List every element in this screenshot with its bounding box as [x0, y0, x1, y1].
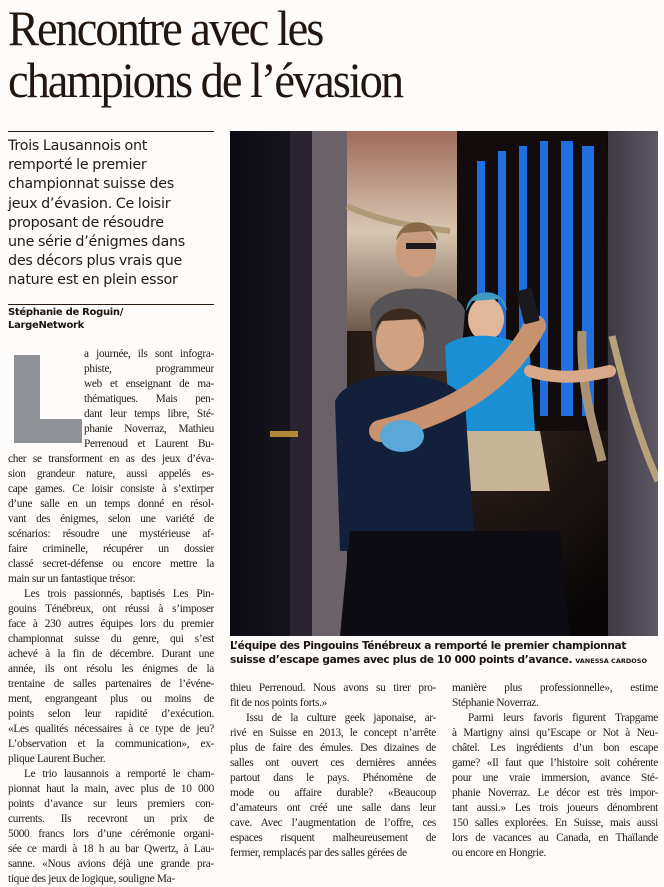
article-line: scénarios: résoudre une mystérieuse af- — [8, 528, 214, 540]
article-line: plus de faire des émules. Des dizaines de — [230, 742, 436, 754]
article-line: sée ce mardi à 18 h au bar Qwertz, à Lau- — [8, 843, 214, 855]
photo-escape-room-selfie — [230, 131, 658, 636]
article-line: lors de vacances au Canada, en Thaïlande — [452, 832, 658, 844]
article-line: plique Laurent Bucher. — [8, 753, 106, 765]
headline-line: champions de l’évasion — [8, 52, 403, 108]
article-line: espaces risquent malheureusement de — [230, 832, 436, 844]
article-line: à Martigny ainsi qu’Escape or Not à Neu- — [452, 727, 658, 739]
byline — [8, 306, 216, 332]
lede-line: jeux d’évasion. Ce loisir — [8, 195, 171, 212]
lede-line: une série d’énigmes dans — [8, 234, 185, 251]
article-line: vant des énigmes, selon une variété de — [8, 513, 214, 525]
article-line: face à 230 autres équipes lors du premier — [8, 618, 214, 630]
article-line: championnat suisse du genre, qui s’est — [8, 633, 214, 645]
article-photo — [230, 131, 658, 636]
article-line: phiste, programmeur — [84, 363, 214, 375]
article-line: ment, engrangeant plus ou moins de — [8, 693, 214, 705]
article-line: 5000 francs lors d’une cérémonie organi- — [8, 828, 214, 840]
article-line: fermer, remplacés par des salles gérées de — [230, 847, 407, 859]
article-line: mode ou affaire durable? «Beaucoup — [230, 787, 436, 799]
article-line: gouins Ténébreux, ont réussi à s’imposer — [8, 603, 214, 615]
caption-line-2 — [230, 653, 660, 668]
lede — [8, 137, 216, 291]
article-line: main sur un fantastique trésor. — [8, 573, 136, 585]
article-line: points d’avance sur leurs premiers con- — [8, 798, 214, 810]
article-line: phanie Noverraz. Le décor est très impor- — [452, 787, 658, 799]
article-line: sion grandeur nature, aussi appelés es- — [8, 468, 214, 480]
headline-line: Rencontre avec les — [8, 0, 323, 56]
article-line: châtel. Les ingrédients d’un bon escape — [452, 742, 658, 754]
article-line: L’observation et la communication», ex- — [8, 738, 214, 750]
article-line: points selon leur rapidité d’exécution. — [8, 708, 214, 720]
article-line: tant aussi.» Les trois joueurs dénombrent — [452, 802, 658, 814]
article-line: «Les qualités nécessaires à ce type de jeu? — [8, 723, 214, 735]
article-line: phanie Noverraz, Mathieu — [84, 423, 214, 435]
article-line: thieu Perrenoud. Nous avons su tirer pro- — [230, 682, 436, 694]
article-line: partout dans le pays. Phénomène de — [230, 772, 436, 784]
article-line: d’amateurs ont créé une salle dans leur — [230, 802, 436, 814]
article-line: achevé à la fin de décembre. Durant une — [8, 648, 214, 660]
article-line: cher se transforment en as des jeux d’éva- — [8, 453, 214, 465]
lede-line: proposant de résoudre — [8, 214, 164, 231]
byline-agency: LargeNetwork — [8, 320, 85, 331]
article-line: salles ont ouvert ces dernières années — [230, 757, 436, 769]
article-line: classé secret-défense ou encore mettre la — [8, 558, 214, 570]
article-line: trentaine de salles partenaires de l’événe- — [8, 678, 214, 690]
article-line: Les trois passionnés, baptisés Les Pin- — [24, 588, 214, 600]
article-line: Le trio lausannois a remporté le cham- — [24, 768, 214, 780]
article-line: cape games. Ce loisir consiste à s’extirper — [8, 483, 214, 495]
article-column-3 — [452, 681, 658, 861]
byline-author: Stéphanie de Roguin/ — [8, 307, 124, 318]
article-line: ou encore en Hongrie. — [452, 847, 547, 859]
article-line: rivé en Suisse en 2013, le concept n’arrête — [230, 727, 436, 739]
article-line: 150 salles explorées. En Suisse, mais aussi — [452, 817, 658, 829]
article-column-2 — [230, 681, 436, 861]
article-line: d’une salle en un temps donné en résol- — [8, 498, 214, 510]
lede-line: remporté le premier — [8, 157, 147, 174]
article-line: a journée, ils sont infogra- — [84, 348, 214, 360]
lede-line: nature est en plein essor — [8, 272, 178, 289]
photo-credit: VANESSA CARDOSO — [575, 657, 647, 665]
article-line: année, ils ont résolu les énigmes de la — [8, 663, 214, 675]
article-line: pour une vraie immersion, avance Sté- — [452, 772, 658, 784]
article-line: manière plus professionnelle», estime — [452, 682, 658, 694]
article-line: Parmi leurs favoris figurent Trapgame — [468, 712, 658, 724]
caption-line: L’équipe des Pingouins Ténébreux a remporté le premier championnat — [230, 640, 627, 652]
article-line: faire criminelle, récupérer un dossier — [8, 543, 214, 555]
lede-line: championnat suisse des — [8, 176, 174, 193]
headline — [8, 2, 613, 106]
article-line: web et enseignant de ma- — [84, 378, 214, 390]
article-line: thématiques. Mais pen- — [84, 393, 214, 405]
photo-caption — [230, 639, 660, 668]
article-line: fit de nos points forts.» — [230, 697, 327, 709]
article-line: Issu de la culture geek japonaise, ar- — [246, 712, 436, 724]
article-line: Perrenoud et Laurent Bu- — [84, 438, 214, 450]
caption-text: suisse d’escape games avec plus de 10 000 points d’avance. — [230, 654, 573, 666]
article-line: sanne. «Nous avions déjà une grande pra- — [8, 858, 214, 870]
article-line: game? «Il faut que l’histoire soit cohérente — [452, 757, 658, 769]
lede-top-rule — [8, 131, 214, 132]
lede-line: des décors plus vrais que — [8, 253, 183, 270]
article-line: dant leur temps libre, Sté- — [84, 408, 214, 420]
lede-line: Trois Lausannois ont — [8, 138, 148, 154]
article-line: tique des jeux de logique, souligne Ma- — [8, 873, 175, 885]
article-line: pionnat haut la main, avec plus de 10 000 — [8, 783, 214, 795]
article-line: currents. Ils recevront un prix de — [8, 813, 214, 825]
article-line: Stéphanie Noverraz. — [452, 697, 539, 709]
article-line: cave. Avec l’augmentation de l’offre, ces — [230, 817, 436, 829]
article-column-1 — [8, 347, 214, 887]
